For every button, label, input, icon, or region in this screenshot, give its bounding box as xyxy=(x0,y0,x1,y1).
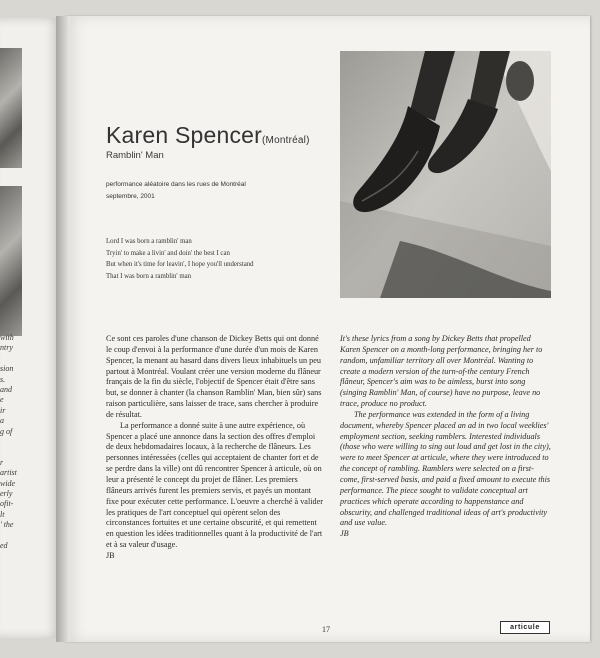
lyric-line: That I was born a ramblin' man xyxy=(106,273,192,281)
facing-page-fragment: wide xyxy=(0,478,16,488)
facing-page-fragment: e xyxy=(0,395,4,405)
work-meta xyxy=(106,179,246,202)
articule-logo: articule xyxy=(500,621,550,634)
facing-page-fragment: a xyxy=(0,416,4,426)
facing-page-fragment: ofit- xyxy=(0,499,14,509)
book-gutter xyxy=(56,16,70,642)
facing-page-fragment: lt xyxy=(0,509,5,519)
facing-page-photo xyxy=(0,48,22,168)
facing-page-fragment: erly xyxy=(0,489,13,498)
facing-page-fragment: and xyxy=(0,385,12,394)
facing-page-fragment: sion xyxy=(0,364,14,374)
facing-page-fragment: g of xyxy=(0,426,13,436)
facing-page-fragment: with xyxy=(0,333,14,342)
english-signature: JB xyxy=(340,529,349,539)
english-text-column xyxy=(340,334,552,540)
french-signature: JB xyxy=(106,550,115,560)
page-number: 17 xyxy=(322,625,330,634)
work-description: performance aléatoire dans les rues de Montréal xyxy=(106,181,246,188)
facing-page-fragment: r xyxy=(0,457,4,467)
work-title: Ramblin' Man xyxy=(106,150,164,161)
english-paragraph: The performance was extended in the form of a living document, whereby Spencer placed an ad in two local weeklies' employment section, seeking ramblers. Interested individuals (those who were willing to sing out loud and get lost in the city), were to meet Spencer at articule, where they were introduced to the concept of rambling. Ramblers were selected on a first-come, first-served basis, and paid a fixed amount to execute this performance. The piece sought to validate conceptual art practices which operate according to happenstance and obscurity, and challenged traditional ideas of art's productivity and use value. xyxy=(340,409,551,528)
lyrics-block xyxy=(106,236,254,283)
english-paragraph: It's these lyrics from a song by Dickey Betts that propelled Karen Spencer on a month-long performance, bringing her to random, unfamiliar territory all over Montréal. Wanting to create a modern version of the turn-of-the century French flâneur, Spencer's aim was to be aimless, burst into song (singing Ramblin' Man, of course) have no purpose, leave no trace, produce no product. xyxy=(340,334,543,409)
facing-page-fragment: ir xyxy=(0,405,6,415)
lyric-line: Lord I was born a ramblin' man xyxy=(106,238,192,245)
french-paragraph: Ce sont ces paroles d'une chanson de Dickey Betts qui ont donné le coup d'envoi à la performance d'une durée d'un mois de Karen Spencer, la menant au hasard dans divers lieux inhabituels un peu partout à Montréal. Voulant créer une version moderne du flâneur français de la fin du siècle, l'objectif de Spencer était d'être sans but, se donner à chanter (la chanson Ramblin' Man, bien sûr) sans raison particulière, sans laisser de trace, sans chercher à produire de résultat. xyxy=(106,334,322,419)
boots-photo xyxy=(340,51,551,298)
lyric-line: Tryin' to make a livin' and doin' the best I can xyxy=(106,249,230,257)
facing-page-fragment: s. xyxy=(0,374,6,384)
work-date: septembre, 2001 xyxy=(106,192,155,200)
facing-page-fragment: ' the xyxy=(0,520,14,530)
french-text-column xyxy=(106,334,324,562)
french-paragraph: La performance a donné suite à une autre expérience, où Spencer a placé une annonce dans la section des offres d'emploi de deux hebdomadaires locaux, à la recherche de flâneurs. Les personnes intéressées (celles qui acceptaient de chanter fort et de se perdre dans la ville) ont dû rencontrer Spencer à articule, où on leur a présenté le concept du projet de flâner. Les premiers flâneurs arrivés furent les premiers servis, et payés un montant fixe pour exécuter cette performance. L'oeuvre a cherché à valider les pratiques de l'art conceptuel qui opèrent selon des circonstances fortuites et une certaine obscurité, et qui remettent en question les idées traditionnelles quant à la productivité de l'art et à sa valeur d'usage. xyxy=(106,420,323,550)
facing-page-photo xyxy=(0,186,22,336)
boots-photo-image xyxy=(340,51,551,298)
lyric-line: But when it's time for leavin', I hope you'll understand xyxy=(106,261,254,269)
facing-page-fragment: ed xyxy=(0,541,8,550)
artist-name: Karen Spencer xyxy=(106,122,263,148)
facing-page xyxy=(0,18,62,638)
artist-title xyxy=(106,122,310,149)
artist-city: (Montréal) xyxy=(262,135,310,146)
facing-page-fragment: artist xyxy=(0,468,17,478)
facing-page-fragment: ntry xyxy=(0,343,13,353)
